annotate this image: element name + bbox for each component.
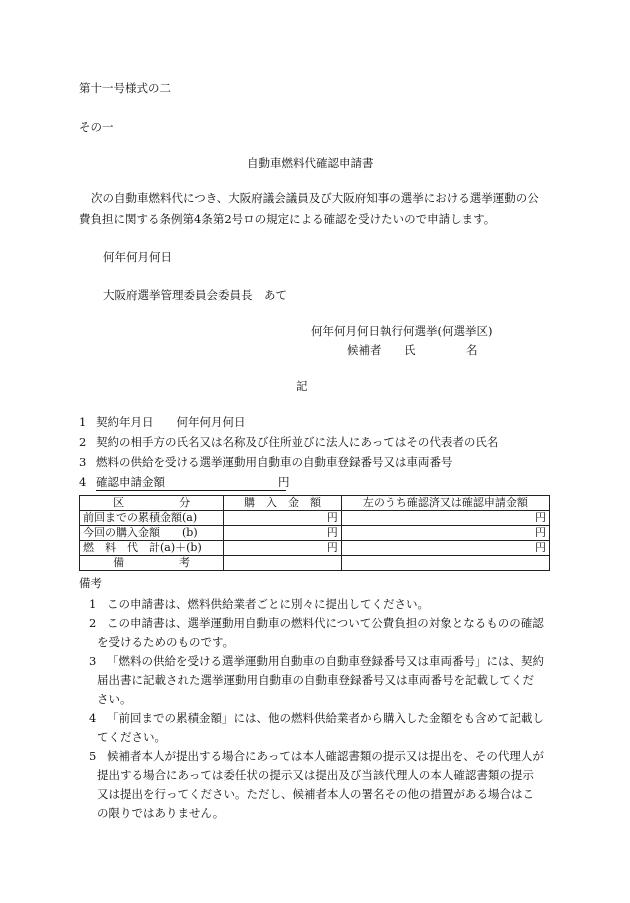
purchase-amount-cell [224,556,342,571]
remark-2-cont: を受けるためのものです。 [97,635,235,649]
item-4: 4 確認申請金額 円 [79,475,290,489]
purchase-amount-cell: 円 [224,541,342,556]
body-line-1: 次の自動車燃料代につき、大阪府議会議員及び大阪府知事の選挙における選挙運動の公 [91,191,539,205]
table-row [80,511,550,526]
row-label: 今回の購入金額 (b) [80,526,224,541]
item-2: 2 契約の相手方の氏名又は名称及び住所並びに法人にあってはその代表者の氏名 [79,435,499,449]
purchase-amount-cell: 円 [224,511,342,526]
name-label-2: 名 [466,343,478,357]
remarks-title: 備考 [79,576,102,590]
confirmed-amount-cell: 円 [341,526,549,541]
confirmed-amount-cell [341,556,549,571]
candidate-label: 候補者 [347,343,382,357]
name-label-1: 氏 [404,343,416,357]
amount-table [79,495,550,571]
table-row [80,541,550,556]
item-1: 1 契約年月日 何年何月何日 [79,415,246,429]
remark-5-cont-2: 又は提出を行ってください。ただし、候補者本人の署名その他の措置がある場合はこ [97,787,534,801]
confirmed-amount-cell: 円 [341,541,549,556]
purchase-amount-cell: 円 [224,526,342,541]
header-category: 区 分 [80,496,224,511]
row-label: 備 考 [80,556,224,571]
confirmed-amount-cell: 円 [341,511,549,526]
header-purchase-amount: 購 入 金 額 [224,496,342,511]
remark-5: 5 候補者本人が提出する場合にあっては本人確認書類の提示又は提出を、その代理人が [89,749,544,763]
remark-3-cont-2: さい。 [97,692,132,706]
application-date: 何年何月何日 [103,250,172,264]
remark-4: 4 「前回までの累積金額」には、他の燃料供給業者から購入した金額をも含めて記載し [89,711,544,725]
remark-3: 3 「燃料の供給を受ける選挙運動用自動車の自動車登録番号又は車両番号」には、契約 [89,654,544,668]
remark-5-cont-1: 提出する場合にあっては委任状の提示又は提出及び当該代理人の本人確認書類の提示 [97,768,534,782]
item-3: 3 燃料の供給を受ける選挙運動用自動車の自動車登録番号又は車両番号 [79,455,453,469]
table-row [80,526,550,541]
remark-4-cont: てください。 [97,730,166,744]
remark-1: 1 この申請書は、燃料供給業者ごとに別々に提出してください。 [89,597,429,611]
body-line-2: 費負担に関する条例第4条第2号ロの規定による確認を受けたいので申請します。 [79,212,496,226]
remark-2: 2 この申請書は、選挙運動用自動車の燃料代について公費負担の対象となるものの確認 [89,616,544,630]
document-title: 自動車燃料代確認申請書 [247,156,374,170]
table-header-row [80,496,550,511]
addressee: 大阪府選挙管理委員会委員長 あて [103,288,287,302]
form-part: その一 [79,120,114,134]
ki-heading: 記 [296,379,308,393]
header-confirmed-amount: 左のうち確認済又は確認申請金額 [341,496,549,511]
election-info: 何年何月何日執行何選挙(何選挙区) [311,324,493,338]
remark-3-cont-1: 届出書に記載された選挙運動用自動車の自動車登録番号又は車両番号を記載してくだ [97,673,534,687]
table-row [80,556,550,571]
row-label: 前回までの累積金額(a) [80,511,224,526]
remark-5-cont-3: の限りではありません。 [97,806,225,820]
row-label: 燃 料 代 計(a)＋(b) [80,541,224,556]
form-number: 第十一号様式の二 [79,81,171,95]
